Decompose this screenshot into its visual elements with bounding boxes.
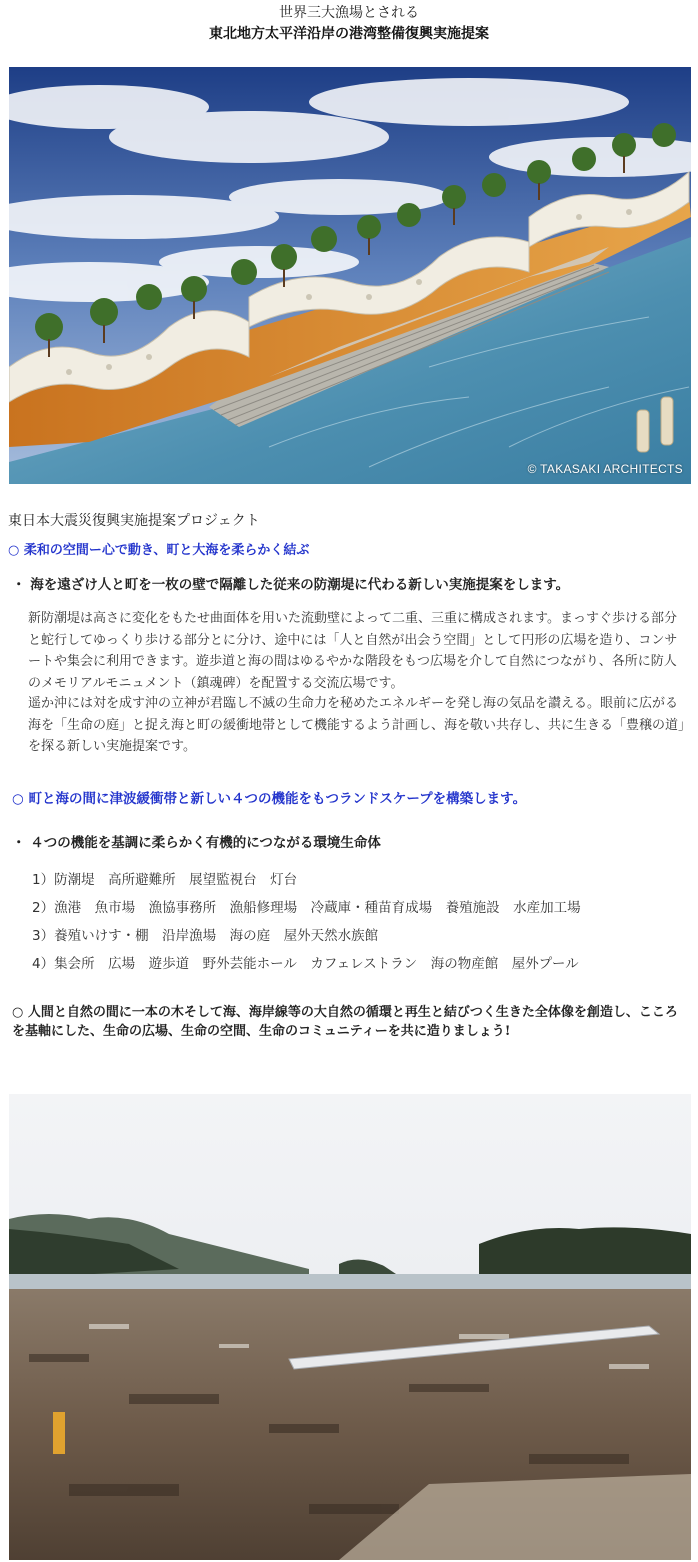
seawall-rendering-image <box>9 67 691 484</box>
header-line-1: 世界三大漁場とされる <box>279 5 419 21</box>
function-list-item: 3）養殖いけす・棚 沿岸漁場 海の庭 屋外天然水族館 <box>32 928 379 944</box>
section1-bullet: ・ 海を遠ざけ人と町を一枚の壁で隔離した従来の防潮堤に代わる新しい実施提案をします。 <box>12 577 570 593</box>
header-title: 東北地方太平洋沿岸の港湾整備復興実施提案 <box>209 26 489 42</box>
project-title: 東日本大震災復興実施提案プロジェクト <box>8 513 260 529</box>
devastated-coast-photo <box>9 1094 691 1560</box>
section1-paragraph-2: 遥か沖には対を成す沖の立神が君臨し不滅の生命力を秘めたエネルギーを発し海の気品を讃える。眼前に広がる海を「生命の庭」と捉え海と町の緩衝地帯として機能するよう計画し、海を敬い共存し、共に生きる「豊穣の道」を探る新しい実施提案です。 <box>28 696 685 754</box>
architect-credit: © TAKASAKI ARCHITECTS <box>527 462 683 476</box>
closing-statement: ○ 人間と自然の間に一本の木そして海、海岸線等の大自然の循環と再生と結びつく生きた全体像を創造し、こころを基軸にした、生命の広場、生命の空間、生命のコミュニティーを共に造りましょう! <box>12 1005 678 1039</box>
section1-paragraph-1: 新防潮堤は高さに変化をもたせ曲面体を用いた流動壁によって二重、三重に構成されます。まっすぐ歩ける部分と蛇行してゆっくり歩ける部分とに分け、途中には「人と自然が出会う空間」として円形の広場を造り、コンサートや集会に利用できます。遊歩道と海の間はゆるやかな階段をもつ広場を介して自然につながり、各所に防人のメモリアルモニュメント（鎮魂碑）を配置する交流広場です。 <box>28 611 678 691</box>
function-list-item: 1）防潮堤 高所避難所 展望監視台 灯台 <box>32 872 298 888</box>
function-list-item: 2）漁港 魚市場 漁協事務所 漁船修理場 冷蔵庫・種苗育成場 養殖施設 水産加工場 <box>32 900 581 916</box>
function-list-item: 4）集会所 広場 遊歩道 野外芸能ホール カフェレストラン 海の物産館 屋外プール <box>32 956 579 972</box>
section1-heading: ○ 柔和の空間ー心で動き、町と大海を柔らかく結ぶ <box>8 543 310 558</box>
section2-bullet: ・ ４つの機能を基調に柔らかく有機的につながる環境生命体 <box>12 835 381 851</box>
section2-heading: ○ 町と海の間に津波緩衝帯と新しい４つの機能をもつランドスケープを構築します。 <box>12 791 527 807</box>
